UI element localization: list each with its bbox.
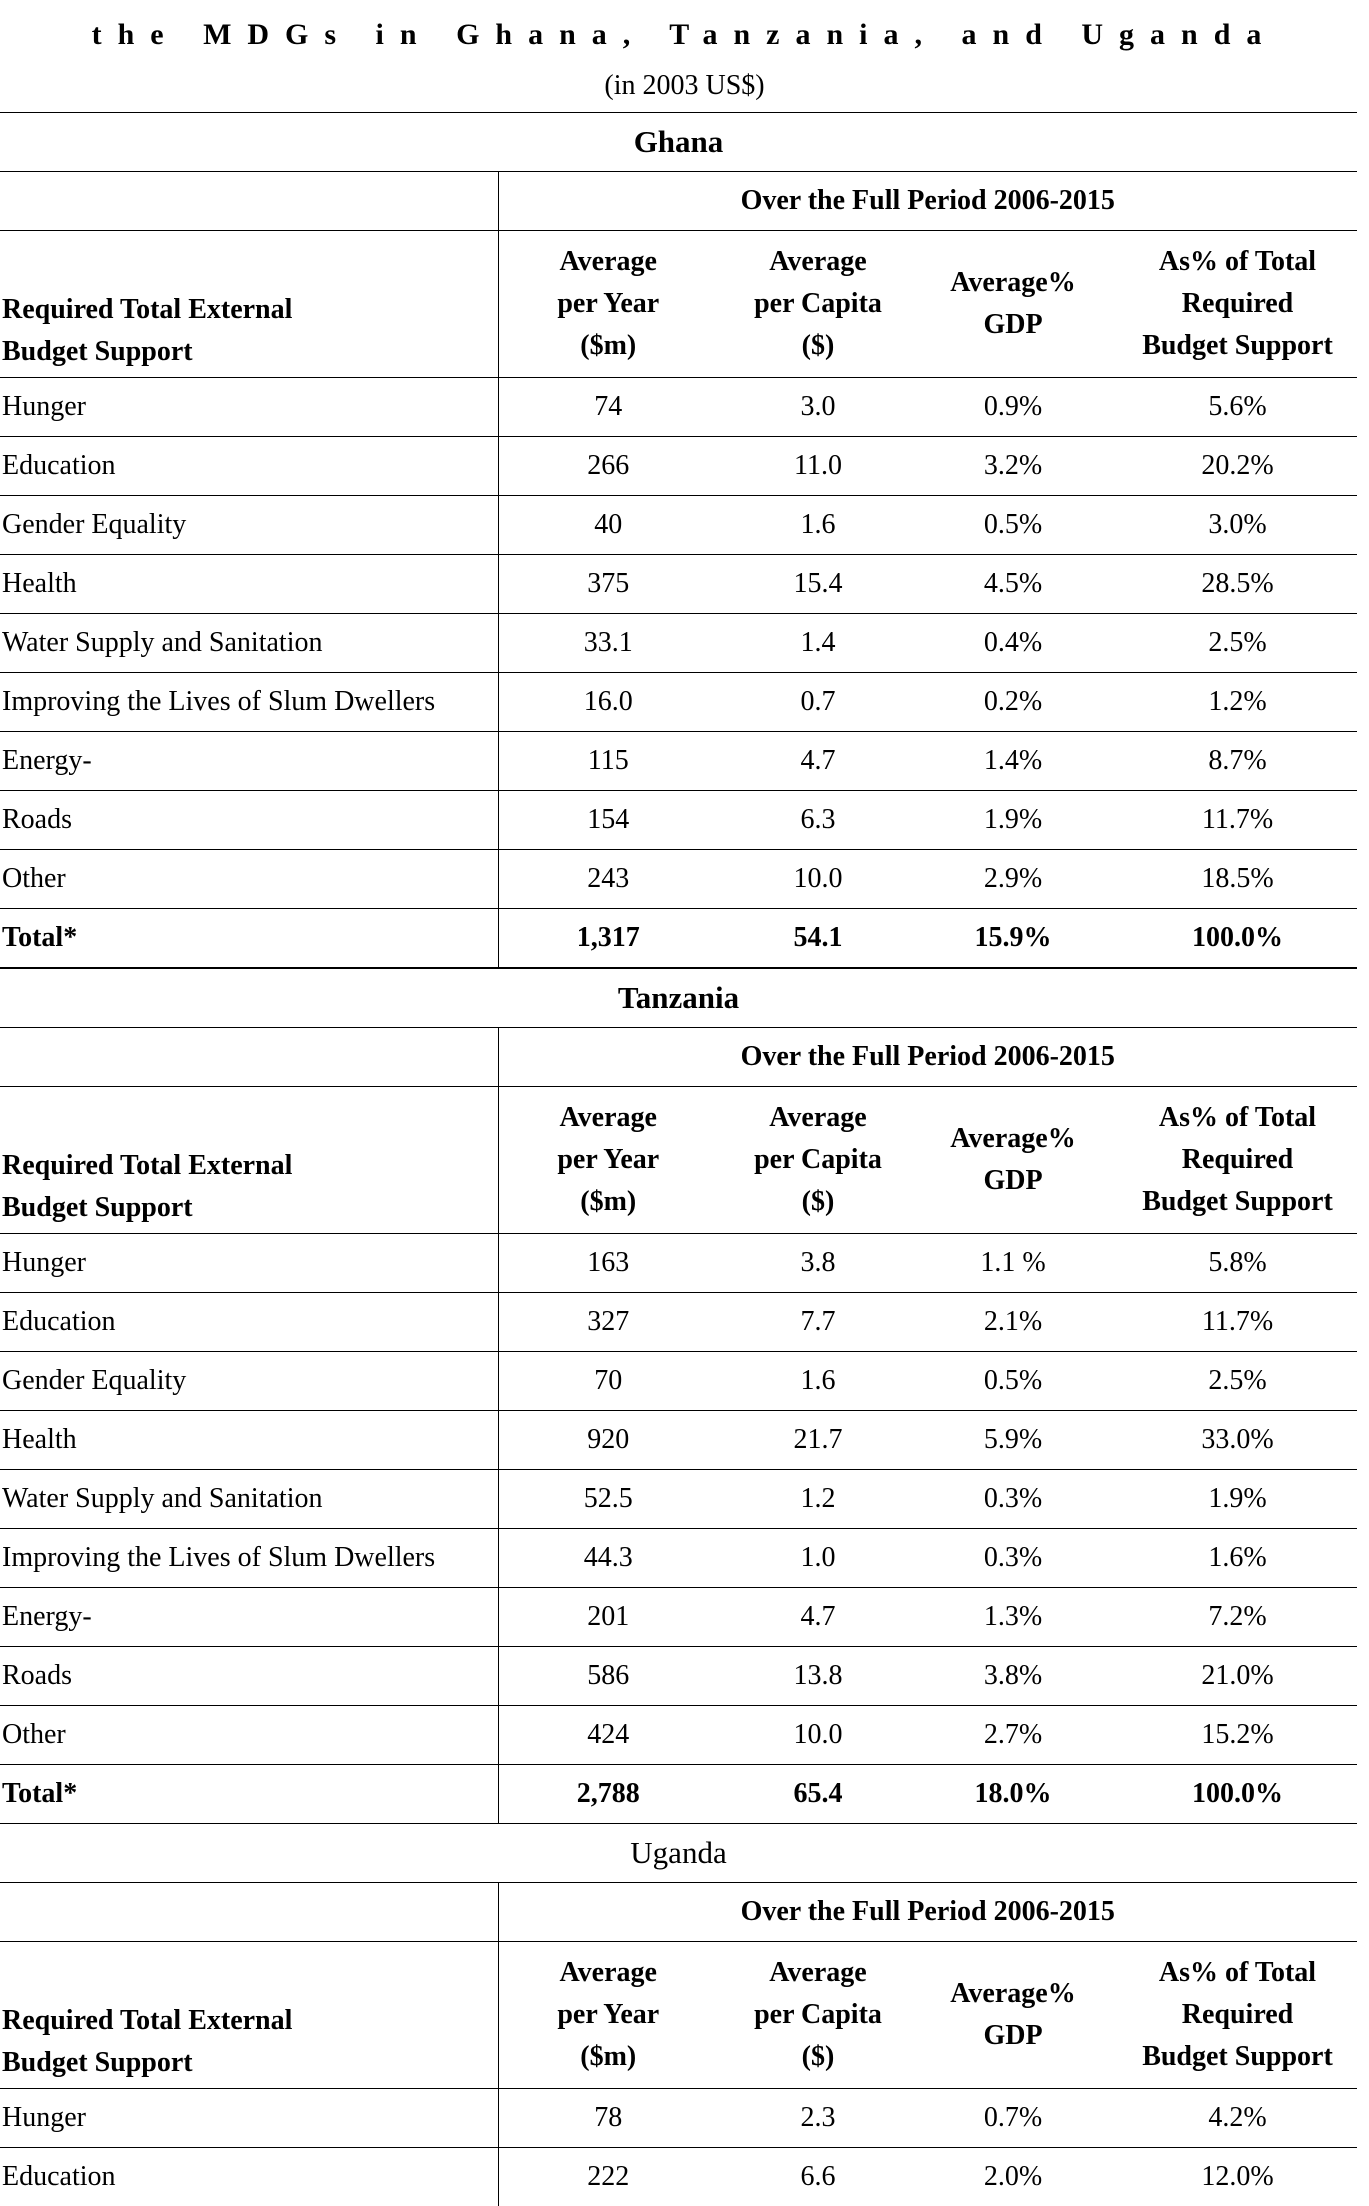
header-avg-per-capita-line-1: per Capita	[738, 1139, 898, 1181]
cell-pct-total: 1.6%	[1098, 1529, 1357, 1588]
cell-pct-total: 7.2%	[1098, 1588, 1357, 1647]
cell-per-year: 266	[498, 437, 698, 496]
cell-per-capita: 2.3	[698, 2089, 898, 2148]
section-tanzania	[0, 968, 1357, 1824]
cell-per-year: 40	[498, 496, 698, 555]
cell-per-capita: 10.0	[698, 850, 898, 909]
period-row	[0, 1883, 1357, 1942]
cell-per-capita: 1.0	[698, 1529, 898, 1588]
period-header: Over the Full Period 2006-2015	[498, 172, 1357, 231]
row-label: Energy-	[0, 732, 498, 791]
cell-avg-gdp: 18.0%	[898, 1765, 1098, 1824]
cell-pct-total: 100.0%	[1098, 1765, 1357, 1824]
empty-cell	[0, 1028, 498, 1087]
cell-per-capita: 6.6	[698, 2148, 898, 2206]
table-row	[0, 614, 1357, 673]
cell-per-year: 16.0	[498, 673, 698, 732]
cell-pct-total: 5.6%	[1098, 378, 1357, 437]
cell-per-year: 375	[498, 555, 698, 614]
period-header: Over the Full Period 2006-2015	[498, 1028, 1357, 1087]
country-heading: Tanzania	[0, 968, 1357, 1027]
header-avg-per-capita-line-0: Average	[738, 1952, 898, 1994]
cell-per-capita: 3.0	[698, 378, 898, 437]
row-label: Health	[0, 1411, 498, 1470]
cell-pct-total: 8.7%	[1098, 732, 1357, 791]
cell-per-capita: 3.8	[698, 1234, 898, 1293]
cell-per-year: 70	[498, 1352, 698, 1411]
cell-per-year: 78	[498, 2089, 698, 2148]
budget-table	[0, 171, 1357, 968]
table-row	[0, 496, 1357, 555]
row-label: Gender Equality	[0, 1352, 498, 1411]
header-pct-total	[1098, 1942, 1357, 2089]
empty-cell	[0, 1883, 498, 1942]
cell-per-year: 222	[498, 2148, 698, 2206]
header-avg-pct-gdp	[898, 1087, 1098, 1234]
header-pct-total-line-1: Required	[1118, 283, 1357, 325]
cell-per-year: 154	[498, 791, 698, 850]
cell-avg-gdp: 0.4%	[898, 614, 1098, 673]
header-avg-pct-gdp-line-0: Average%	[928, 1973, 1098, 2015]
header-pct-total-line-2: Budget Support	[1118, 1181, 1357, 1223]
header-label-line-0: Required Total External	[2, 289, 498, 331]
table-row	[0, 1647, 1357, 1706]
cell-avg-gdp: 0.2%	[898, 673, 1098, 732]
row-label: Other	[0, 1706, 498, 1765]
row-label: Education	[0, 437, 498, 496]
country-heading: Ghana	[0, 112, 1357, 171]
row-label: Education	[0, 2148, 498, 2206]
cell-pct-total: 5.8%	[1098, 1234, 1357, 1293]
header-avg-per-year-line-2: ($m)	[519, 325, 699, 367]
header-avg-pct-gdp	[898, 231, 1098, 378]
cell-pct-total: 20.2%	[1098, 437, 1357, 496]
header-avg-per-year	[498, 1942, 698, 2089]
table-row	[0, 1293, 1357, 1352]
cell-avg-gdp: 1.9%	[898, 791, 1098, 850]
cell-per-capita: 0.7	[698, 673, 898, 732]
header-label-line-1: Budget Support	[2, 2042, 498, 2084]
cell-pct-total: 1.9%	[1098, 1470, 1357, 1529]
table-row	[0, 1411, 1357, 1470]
cell-avg-gdp: 2.7%	[898, 1706, 1098, 1765]
cell-pct-total: 11.7%	[1098, 791, 1357, 850]
row-label: Hunger	[0, 1234, 498, 1293]
header-avg-per-capita-line-2: ($)	[738, 325, 898, 367]
cell-per-year: 74	[498, 378, 698, 437]
cell-per-year: 1,317	[498, 909, 698, 968]
header-avg-per-year-line-0: Average	[519, 1952, 699, 1994]
row-label: Hunger	[0, 378, 498, 437]
cell-per-capita: 1.6	[698, 1352, 898, 1411]
cell-per-capita: 15.4	[698, 555, 898, 614]
cell-per-year: 243	[498, 850, 698, 909]
table-row	[0, 555, 1357, 614]
cell-per-capita: 11.0	[698, 437, 898, 496]
country-heading: Uganda	[0, 1823, 1357, 1882]
header-avg-per-capita-line-1: per Capita	[738, 283, 898, 325]
header-avg-pct-gdp-line-1: GDP	[928, 2015, 1098, 2057]
cell-avg-gdp: 1.3%	[898, 1588, 1098, 1647]
cell-avg-gdp: 5.9%	[898, 1411, 1098, 1470]
cell-avg-gdp: 1.4%	[898, 732, 1098, 791]
cell-avg-gdp: 2.9%	[898, 850, 1098, 909]
header-avg-per-year-line-1: per Year	[519, 1139, 699, 1181]
cell-avg-gdp: 2.1%	[898, 1293, 1098, 1352]
table-row	[0, 1765, 1357, 1824]
cell-per-year: 424	[498, 1706, 698, 1765]
cell-per-capita: 4.7	[698, 732, 898, 791]
header-row	[0, 1942, 1357, 2089]
table-row	[0, 378, 1357, 437]
header-avg-per-year-line-0: Average	[519, 241, 699, 283]
cell-per-year: 2,788	[498, 1765, 698, 1824]
table-row	[0, 732, 1357, 791]
row-label: Roads	[0, 791, 498, 850]
table-row	[0, 2089, 1357, 2148]
cell-avg-gdp: 4.5%	[898, 555, 1098, 614]
header-avg-per-year	[498, 231, 698, 378]
header-label	[0, 231, 498, 378]
table-row	[0, 909, 1357, 968]
header-pct-total	[1098, 1087, 1357, 1234]
header-avg-per-capita	[698, 231, 898, 378]
row-label: Energy-	[0, 1588, 498, 1647]
row-label: Hunger	[0, 2089, 498, 2148]
cell-avg-gdp: 0.5%	[898, 1352, 1098, 1411]
table-row	[0, 1470, 1357, 1529]
section-ghana	[0, 112, 1357, 968]
cell-pct-total: 2.5%	[1098, 1352, 1357, 1411]
budget-table	[0, 1882, 1357, 2206]
header-label	[0, 1942, 498, 2089]
row-label: Health	[0, 555, 498, 614]
header-avg-per-capita-line-0: Average	[738, 1097, 898, 1139]
header-pct-total-line-2: Budget Support	[1118, 325, 1357, 367]
cell-pct-total: 21.0%	[1098, 1647, 1357, 1706]
page-title: the MDGs in Ghana, Tanzania, and Uganda	[0, 18, 1369, 52]
table-row	[0, 1352, 1357, 1411]
row-label: Total*	[0, 909, 498, 968]
header-avg-pct-gdp-line-1: GDP	[928, 304, 1098, 346]
table-row	[0, 1529, 1357, 1588]
header-pct-total-line-2: Budget Support	[1118, 2036, 1357, 2078]
cell-per-year: 586	[498, 1647, 698, 1706]
table-row	[0, 1706, 1357, 1765]
section-uganda	[0, 1823, 1357, 2206]
header-avg-per-year-line-2: ($m)	[519, 2036, 699, 2078]
empty-cell	[0, 172, 498, 231]
cell-per-year: 52.5	[498, 1470, 698, 1529]
cell-pct-total: 3.0%	[1098, 496, 1357, 555]
row-label: Gender Equality	[0, 496, 498, 555]
row-label: Improving the Lives of Slum Dwellers	[0, 673, 498, 732]
cell-pct-total: 28.5%	[1098, 555, 1357, 614]
row-label: Water Supply and Sanitation	[0, 614, 498, 673]
header-avg-per-capita	[698, 1942, 898, 2089]
cell-per-year: 201	[498, 1588, 698, 1647]
cell-per-capita: 65.4	[698, 1765, 898, 1824]
header-avg-per-capita-line-1: per Capita	[738, 1994, 898, 2036]
cell-avg-gdp: 15.9%	[898, 909, 1098, 968]
header-pct-total-line-1: Required	[1118, 1139, 1357, 1181]
cell-per-year: 920	[498, 1411, 698, 1470]
period-row	[0, 172, 1357, 231]
cell-avg-gdp: 2.0%	[898, 2148, 1098, 2206]
row-label: Improving the Lives of Slum Dwellers	[0, 1529, 498, 1588]
cell-avg-gdp: 3.2%	[898, 437, 1098, 496]
page-subtitle: (in 2003 US$)	[0, 70, 1369, 102]
cell-per-year: 33.1	[498, 614, 698, 673]
header-avg-per-year	[498, 1087, 698, 1234]
row-label: Other	[0, 850, 498, 909]
table-row	[0, 2148, 1357, 2206]
table-row	[0, 1588, 1357, 1647]
header-row	[0, 231, 1357, 378]
header-label-line-0: Required Total External	[2, 2000, 498, 2042]
header-pct-total-line-1: Required	[1118, 1994, 1357, 2036]
header-pct-total	[1098, 231, 1357, 378]
table-row	[0, 850, 1357, 909]
header-avg-per-year-line-1: per Year	[519, 283, 699, 325]
row-label: Total*	[0, 1765, 498, 1824]
header-avg-per-capita	[698, 1087, 898, 1234]
cell-per-capita: 54.1	[698, 909, 898, 968]
cell-per-capita: 6.3	[698, 791, 898, 850]
period-header: Over the Full Period 2006-2015	[498, 1883, 1357, 1942]
header-avg-pct-gdp	[898, 1942, 1098, 2089]
row-label: Roads	[0, 1647, 498, 1706]
cell-avg-gdp: 0.5%	[898, 496, 1098, 555]
cell-per-year: 163	[498, 1234, 698, 1293]
row-label: Education	[0, 1293, 498, 1352]
header-avg-per-year-line-1: per Year	[519, 1994, 699, 2036]
cell-avg-gdp: 0.3%	[898, 1470, 1098, 1529]
budget-table	[0, 1027, 1357, 1824]
cell-per-capita: 4.7	[698, 1588, 898, 1647]
cell-pct-total: 11.7%	[1098, 1293, 1357, 1352]
cell-per-year: 44.3	[498, 1529, 698, 1588]
cell-per-year: 115	[498, 732, 698, 791]
cell-per-capita: 21.7	[698, 1411, 898, 1470]
header-row	[0, 1087, 1357, 1234]
row-label: Water Supply and Sanitation	[0, 1470, 498, 1529]
header-pct-total-line-0: As% of Total	[1118, 241, 1357, 283]
table-row	[0, 437, 1357, 496]
cell-avg-gdp: 3.8%	[898, 1647, 1098, 1706]
cell-per-capita: 1.6	[698, 496, 898, 555]
header-label-line-1: Budget Support	[2, 331, 498, 373]
header-avg-pct-gdp-line-0: Average%	[928, 262, 1098, 304]
table-row	[0, 1234, 1357, 1293]
cell-per-capita: 10.0	[698, 1706, 898, 1765]
header-label	[0, 1087, 498, 1234]
header-avg-per-capita-line-2: ($)	[738, 2036, 898, 2078]
cell-per-capita: 1.4	[698, 614, 898, 673]
cell-per-year: 327	[498, 1293, 698, 1352]
header-label-line-0: Required Total External	[2, 1145, 498, 1187]
header-avg-per-year-line-2: ($m)	[519, 1181, 699, 1223]
cell-avg-gdp: 0.9%	[898, 378, 1098, 437]
header-avg-pct-gdp-line-0: Average%	[928, 1118, 1098, 1160]
header-pct-total-line-0: As% of Total	[1118, 1952, 1357, 1994]
table-row	[0, 791, 1357, 850]
cell-pct-total: 18.5%	[1098, 850, 1357, 909]
cell-pct-total: 15.2%	[1098, 1706, 1357, 1765]
cell-pct-total: 12.0%	[1098, 2148, 1357, 2206]
header-pct-total-line-0: As% of Total	[1118, 1097, 1357, 1139]
header-avg-per-year-line-0: Average	[519, 1097, 699, 1139]
cell-pct-total: 1.2%	[1098, 673, 1357, 732]
cell-pct-total: 33.0%	[1098, 1411, 1357, 1470]
cell-avg-gdp: 1.1 %	[898, 1234, 1098, 1293]
cell-per-capita: 13.8	[698, 1647, 898, 1706]
cell-per-capita: 7.7	[698, 1293, 898, 1352]
header-label-line-1: Budget Support	[2, 1187, 498, 1229]
cell-pct-total: 2.5%	[1098, 614, 1357, 673]
cell-pct-total: 4.2%	[1098, 2089, 1357, 2148]
period-row	[0, 1028, 1357, 1087]
cell-pct-total: 100.0%	[1098, 909, 1357, 968]
cell-per-capita: 1.2	[698, 1470, 898, 1529]
table-row	[0, 673, 1357, 732]
header-avg-pct-gdp-line-1: GDP	[928, 1160, 1098, 1202]
header-avg-per-capita-line-0: Average	[738, 241, 898, 283]
header-avg-per-capita-line-2: ($)	[738, 1181, 898, 1223]
cell-avg-gdp: 0.3%	[898, 1529, 1098, 1588]
cell-avg-gdp: 0.7%	[898, 2089, 1098, 2148]
